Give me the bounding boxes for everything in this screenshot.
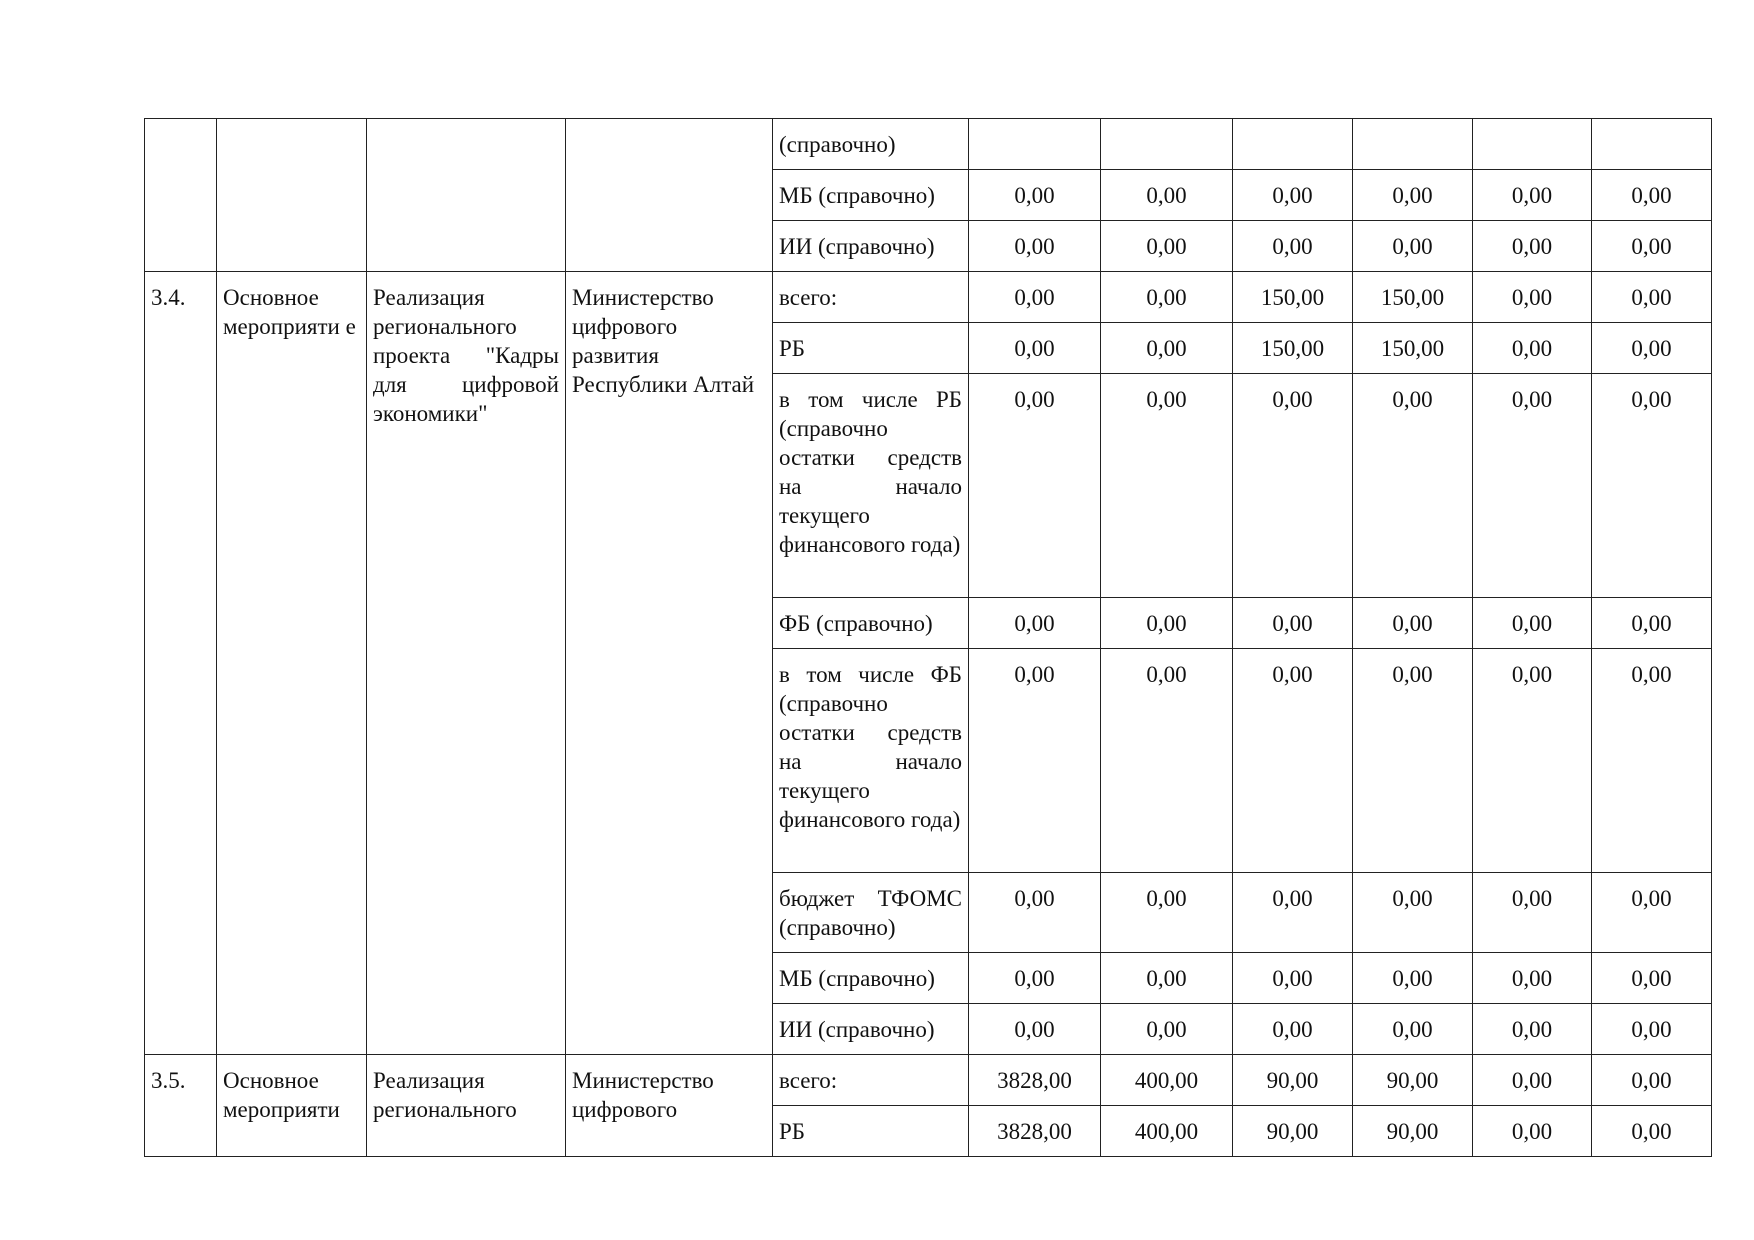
amount-cell: 0,00 [1473,598,1592,649]
funding-source-cell: бюджет ТФОМС (справочно) [773,873,969,953]
amount-cell: 0,00 [1592,598,1712,649]
amount-cell: 0,00 [1353,1004,1473,1055]
amount-cell: 0,00 [969,598,1101,649]
amount-cell: 0,00 [1101,323,1233,374]
amount-cell: 0,00 [1101,272,1233,323]
amount-cell: 0,00 [969,953,1101,1004]
amount-cell: 400,00 [1101,1055,1233,1106]
amount-cell: 0,00 [1353,873,1473,953]
item-name-cell: Реализация регионального [367,1055,566,1157]
table-row [145,272,1712,323]
amount-cell: 150,00 [1353,272,1473,323]
amount-cell: 0,00 [1592,649,1712,873]
amount-cell: 150,00 [1233,323,1353,374]
amount-cell: 90,00 [1353,1106,1473,1157]
amount-cell: 0,00 [969,1004,1101,1055]
amount-cell: 0,00 [1353,170,1473,221]
executor-cell: Министерство цифрового [566,1055,773,1157]
amount-cell: 0,00 [1233,873,1353,953]
amount-cell [1353,119,1473,170]
item-type-cell: Основное мероприяти [217,1055,367,1157]
funding-source-cell: ИИ (справочно) [773,1004,969,1055]
amount-cell: 0,00 [1101,170,1233,221]
amount-cell: 0,00 [969,323,1101,374]
amount-cell: 0,00 [1101,598,1233,649]
amount-cell: 0,00 [1592,1055,1712,1106]
amount-cell: 0,00 [1101,873,1233,953]
item-number-cell: 3.4. [145,272,217,1055]
amount-cell: 0,00 [1473,649,1592,873]
funding-source-cell: (справочно) [773,119,969,170]
amount-cell: 0,00 [969,221,1101,272]
amount-cell: 0,00 [1233,1004,1353,1055]
amount-cell: 0,00 [1233,170,1353,221]
amount-cell: 0,00 [1473,1004,1592,1055]
funding-source-cell: ФБ (справочно) [773,598,969,649]
amount-cell [1592,119,1712,170]
amount-cell: 0,00 [1101,221,1233,272]
item-name-cell [367,119,566,272]
amount-cell: 400,00 [1101,1106,1233,1157]
executor-cell [566,119,773,272]
amount-cell: 0,00 [1101,649,1233,873]
funding-source-cell: РБ [773,323,969,374]
amount-cell: 90,00 [1233,1106,1353,1157]
amount-cell: 0,00 [969,873,1101,953]
amount-cell: 0,00 [1233,649,1353,873]
amount-cell: 0,00 [1101,1004,1233,1055]
amount-cell: 0,00 [1353,649,1473,873]
amount-cell: 0,00 [1473,323,1592,374]
amount-cell: 0,00 [1592,953,1712,1004]
item-name-cell: Реализация регионального проекта "Кадры для цифровой экономики" [367,272,566,1055]
amount-cell: 0,00 [1592,1106,1712,1157]
amount-cell: 0,00 [1473,272,1592,323]
amount-cell: 0,00 [1353,598,1473,649]
item-number-cell: 3.5. [145,1055,217,1157]
budget-table-body [145,119,1712,1157]
amount-cell: 0,00 [1592,1004,1712,1055]
amount-cell: 0,00 [1233,953,1353,1004]
amount-cell: 0,00 [1101,953,1233,1004]
amount-cell: 0,00 [1353,953,1473,1004]
amount-cell: 0,00 [1592,323,1712,374]
funding-source-cell: РБ [773,1106,969,1157]
amount-cell: 0,00 [969,649,1101,873]
amount-cell: 3828,00 [969,1106,1101,1157]
amount-cell: 0,00 [1473,170,1592,221]
amount-cell [969,119,1101,170]
item-type-cell [217,119,367,272]
amount-cell: 150,00 [1353,323,1473,374]
amount-cell: 90,00 [1353,1055,1473,1106]
amount-cell: 0,00 [1473,873,1592,953]
amount-cell: 150,00 [1233,272,1353,323]
amount-cell: 0,00 [1101,374,1233,598]
funding-source-cell: всего: [773,272,969,323]
item-type-cell: Основное мероприяти е [217,272,367,1055]
amount-cell: 0,00 [1592,170,1712,221]
amount-cell: 0,00 [1233,221,1353,272]
amount-cell: 3828,00 [969,1055,1101,1106]
funding-source-cell: МБ (справочно) [773,170,969,221]
executor-cell: Министерство цифрового развития Республики Алтай [566,272,773,1055]
amount-cell: 0,00 [969,374,1101,598]
amount-cell: 0,00 [969,170,1101,221]
funding-source-cell: ИИ (справочно) [773,221,969,272]
budget-table [144,118,1712,1157]
amount-cell: 0,00 [1592,272,1712,323]
amount-cell: 0,00 [1353,221,1473,272]
amount-cell: 0,00 [1592,221,1712,272]
amount-cell: 0,00 [1473,221,1592,272]
amount-cell: 0,00 [1233,598,1353,649]
table-row [145,119,1712,170]
amount-cell: 0,00 [969,272,1101,323]
funding-source-cell: в том числе РБ (справочно остатки средств на начало текущего финансового года) [773,374,969,598]
amount-cell: 90,00 [1233,1055,1353,1106]
amount-cell [1473,119,1592,170]
amount-cell: 0,00 [1473,953,1592,1004]
amount-cell: 0,00 [1473,374,1592,598]
amount-cell [1101,119,1233,170]
funding-source-cell: в том числе ФБ (справочно остатки средств на начало текущего финансового года) [773,649,969,873]
amount-cell: 0,00 [1233,374,1353,598]
funding-source-cell: всего: [773,1055,969,1106]
amount-cell: 0,00 [1473,1055,1592,1106]
item-number-cell [145,119,217,272]
amount-cell: 0,00 [1592,873,1712,953]
amount-cell [1233,119,1353,170]
amount-cell: 0,00 [1473,1106,1592,1157]
amount-cell: 0,00 [1592,374,1712,598]
amount-cell: 0,00 [1353,374,1473,598]
funding-source-cell: МБ (справочно) [773,953,969,1004]
table-row [145,1055,1712,1106]
